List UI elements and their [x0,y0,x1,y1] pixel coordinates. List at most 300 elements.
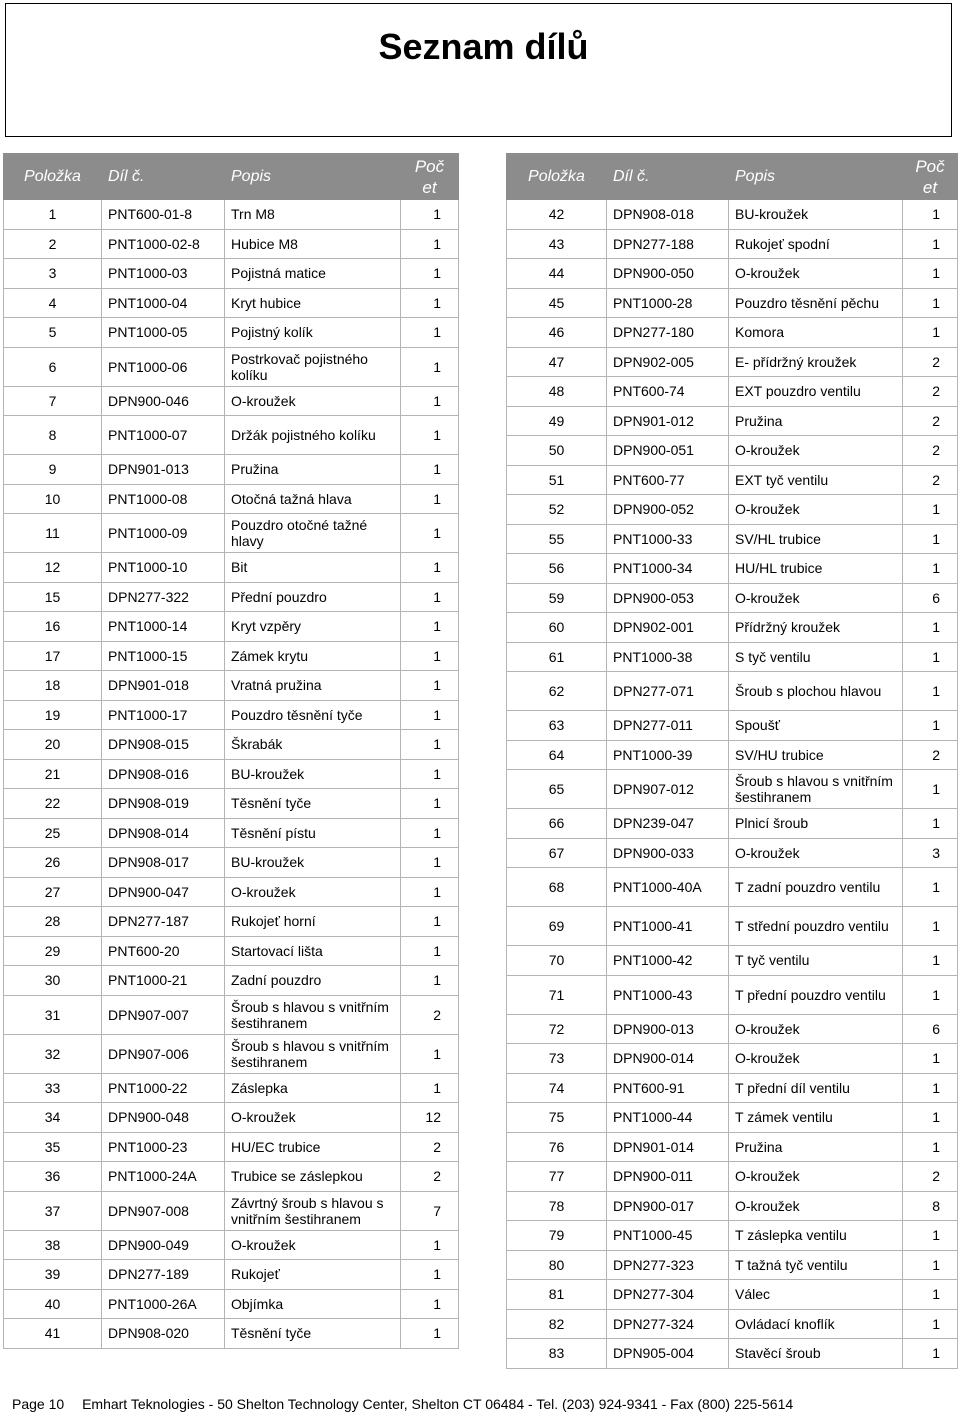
quantity-cell: 1 [401,700,459,730]
description-cell: Držák pojistného kolíku [225,416,401,455]
quantity-cell: 1 [401,514,459,553]
item-cell: 34 [4,1103,102,1133]
quantity-cell: 2 [903,1162,958,1192]
item-cell: 29 [4,936,102,966]
description-cell: O-kroužek [729,583,903,613]
table-row [4,877,459,907]
table-row [507,1309,958,1339]
part-number-cell: PNT1000-04 [102,288,225,318]
description-cell: Těsnění tyče [225,1319,401,1349]
quantity-cell: 1 [903,809,958,839]
description-cell: T zámek ventilu [729,1103,903,1133]
quantity-cell: 1 [903,672,958,711]
quantity-cell: 1 [401,347,459,386]
description-cell: Šroub s hlavou s vnitřním šestihranem [225,1034,401,1073]
part-number-cell: PNT1000-42 [607,946,729,976]
table-row [4,1289,459,1319]
item-cell: 65 [507,770,607,809]
table-row [4,700,459,730]
item-cell: 69 [507,907,607,946]
description-cell: O-kroužek [729,1014,903,1044]
table-row [4,200,459,230]
description-cell: SV/HL trubice [729,524,903,554]
item-cell: 36 [4,1162,102,1192]
table-row [4,818,459,848]
parts-table-left [3,153,459,1349]
item-cell: 4 [4,288,102,318]
quantity-cell: 1 [401,229,459,259]
item-cell: 31 [4,995,102,1034]
description-cell: Vratná pružina [225,671,401,701]
part-number-cell: DPN900-052 [607,495,729,525]
item-cell: 21 [4,759,102,789]
table-row [4,730,459,760]
part-number-cell: DPN901-012 [607,406,729,436]
description-cell: E- přídržný kroužek [729,347,903,377]
quantity-cell: 1 [903,975,958,1014]
description-cell: O-kroužek [729,1044,903,1074]
quantity-cell: 1 [903,907,958,946]
description-cell: Záslepka [225,1073,401,1103]
description-cell: Šroub s hlavou s vnitřním šestihranem [225,995,401,1034]
quantity-cell: 1 [903,495,958,525]
description-cell: EXT pouzdro ventilu [729,377,903,407]
table-row [4,612,459,642]
item-cell: 16 [4,612,102,642]
part-number-cell: PNT1000-22 [102,1073,225,1103]
item-cell: 75 [507,1103,607,1133]
header-qty: Poč et [401,154,459,200]
quantity-cell: 1 [401,730,459,760]
table-row [4,553,459,583]
table-row [507,907,958,946]
description-cell: Bit [225,553,401,583]
item-cell: 62 [507,672,607,711]
quantity-cell: 1 [903,868,958,907]
table-row [507,838,958,868]
quantity-cell: 1 [401,259,459,289]
quantity-cell: 1 [903,1221,958,1251]
table-row [507,583,958,613]
table-row [4,1132,459,1162]
item-cell: 37 [4,1191,102,1230]
description-cell: Rukojeť spodní [729,229,903,259]
item-cell: 5 [4,318,102,348]
item-cell: 59 [507,583,607,613]
description-cell: Přední pouzdro [225,582,401,612]
table-row [507,347,958,377]
item-cell: 61 [507,642,607,672]
description-cell: Stavěcí šroub [729,1339,903,1369]
item-cell: 51 [507,465,607,495]
description-cell: T tažná tyč ventilu [729,1250,903,1280]
table-row [4,484,459,514]
part-number-cell: DPN908-020 [102,1319,225,1349]
quantity-cell: 2 [903,347,958,377]
table-row [507,1014,958,1044]
part-number-cell: DPN908-016 [102,759,225,789]
table-row [507,1103,958,1133]
part-number-cell: PNT1000-03 [102,259,225,289]
description-cell: HU/EC trubice [225,1132,401,1162]
part-number-cell: DPN907-012 [607,770,729,809]
table-row [4,1191,459,1230]
description-cell: Pružina [729,406,903,436]
quantity-cell: 1 [401,386,459,416]
description-cell: T tyč ventilu [729,946,903,976]
page-footer [12,1396,793,1412]
item-cell: 25 [4,818,102,848]
quantity-cell: 1 [903,1073,958,1103]
table-row [507,740,958,770]
quantity-cell: 1 [401,612,459,642]
part-number-cell: PNT600-91 [607,1073,729,1103]
table-row [507,288,958,318]
table-row [4,995,459,1034]
item-cell: 56 [507,554,607,584]
item-cell: 40 [4,1289,102,1319]
table-row [4,907,459,937]
quantity-cell: 1 [903,946,958,976]
part-number-cell: DPN900-011 [607,1162,729,1192]
item-cell: 49 [507,406,607,436]
table-row [4,288,459,318]
table-row [507,642,958,672]
table-row [507,613,958,643]
item-cell: 83 [507,1339,607,1369]
part-number-cell: PNT1000-23 [102,1132,225,1162]
part-number-cell: PNT1000-34 [607,554,729,584]
part-number-cell: PNT1000-33 [607,524,729,554]
quantity-cell: 2 [401,1162,459,1192]
quantity-cell: 1 [401,877,459,907]
item-cell: 71 [507,975,607,1014]
part-number-cell: PNT1000-07 [102,416,225,455]
table-row [4,318,459,348]
item-cell: 30 [4,966,102,996]
item-cell: 22 [4,789,102,819]
part-number-cell: PNT1000-28 [607,288,729,318]
description-cell: Pojistný kolík [225,318,401,348]
quantity-cell: 2 [903,436,958,466]
part-number-cell: PNT1000-39 [607,740,729,770]
page-number: Page 10 [12,1396,65,1412]
quantity-cell: 1 [401,789,459,819]
item-cell: 45 [507,288,607,318]
part-number-cell: DPN277-322 [102,582,225,612]
quantity-cell: 1 [903,259,958,289]
table-row [507,672,958,711]
part-number-cell: DPN900-046 [102,386,225,416]
description-cell: Postrkovač pojistného kolíku [225,347,401,386]
quantity-cell: 1 [401,759,459,789]
part-number-cell: DPN277-189 [102,1260,225,1290]
item-cell: 79 [507,1221,607,1251]
quantity-cell: 1 [903,613,958,643]
description-cell: Pružina [729,1132,903,1162]
header-item: Položka [507,154,607,200]
description-cell: T zadní pouzdro ventilu [729,868,903,907]
item-cell: 41 [4,1319,102,1349]
description-cell: O-kroužek [729,1191,903,1221]
quantity-cell: 1 [903,200,958,230]
item-cell: 52 [507,495,607,525]
part-number-cell: PNT1000-15 [102,641,225,671]
quantity-cell: 1 [401,200,459,230]
item-cell: 3 [4,259,102,289]
part-number-cell: DPN900-013 [607,1014,729,1044]
table-row [507,1221,958,1251]
part-number-cell: DPN900-047 [102,877,225,907]
item-cell: 48 [507,377,607,407]
table-row [507,524,958,554]
part-number-cell: PNT1000-43 [607,975,729,1014]
item-cell: 20 [4,730,102,760]
description-cell: Těsnění pístu [225,818,401,848]
quantity-cell: 2 [903,377,958,407]
description-cell: Objímka [225,1289,401,1319]
description-cell: Rukojeť [225,1260,401,1290]
item-cell: 12 [4,553,102,583]
quantity-cell: 1 [401,416,459,455]
item-cell: 67 [507,838,607,868]
part-number-cell: PNT1000-26A [102,1289,225,1319]
part-number-cell: PNT600-77 [607,465,729,495]
description-cell: O-kroužek [225,1230,401,1260]
item-cell: 81 [507,1280,607,1310]
item-cell: 55 [507,524,607,554]
quantity-cell: 1 [401,1073,459,1103]
part-number-cell: DPN277-011 [607,711,729,741]
description-cell: Spoušť [729,711,903,741]
item-cell: 44 [507,259,607,289]
description-cell: Kryt vzpěry [225,612,401,642]
table-row [507,1250,958,1280]
part-number-cell: DPN907-008 [102,1191,225,1230]
item-cell: 17 [4,641,102,671]
table-row [4,582,459,612]
item-cell: 64 [507,740,607,770]
table-row [507,1339,958,1369]
part-number-cell: PNT1000-08 [102,484,225,514]
quantity-cell: 1 [401,288,459,318]
quantity-cell: 1 [401,484,459,514]
part-number-cell: PNT1000-02-8 [102,229,225,259]
table-row [4,1162,459,1192]
item-cell: 77 [507,1162,607,1192]
item-cell: 28 [4,907,102,937]
description-cell: Škrabák [225,730,401,760]
part-number-cell: DPN900-033 [607,838,729,868]
part-number-cell: DPN900-014 [607,1044,729,1074]
quantity-cell: 3 [903,838,958,868]
table-row [507,229,958,259]
description-cell: Rukojeť horní [225,907,401,937]
quantity-cell: 1 [903,1309,958,1339]
part-number-cell: DPN902-001 [607,613,729,643]
quantity-cell: 1 [903,554,958,584]
quantity-cell: 1 [401,936,459,966]
quantity-cell: 6 [903,1014,958,1044]
quantity-cell: 1 [401,966,459,996]
item-cell: 9 [4,455,102,485]
quantity-cell: 1 [903,642,958,672]
description-cell: Závrtný šroub s hlavou s vnitřním šestihranem [225,1191,401,1230]
table-row [507,259,958,289]
quantity-cell: 2 [903,406,958,436]
description-cell: O-kroužek [225,877,401,907]
item-cell: 80 [507,1250,607,1280]
item-cell: 1 [4,200,102,230]
table-row [507,1162,958,1192]
table-row [507,1280,958,1310]
header-part: Díl č. [607,154,729,200]
quantity-cell: 1 [401,455,459,485]
table-row [507,436,958,466]
description-cell: Těsnění tyče [225,789,401,819]
quantity-cell: 1 [401,318,459,348]
description-cell: Trn M8 [225,200,401,230]
table-row [4,416,459,455]
part-number-cell: PNT1000-41 [607,907,729,946]
table-row [507,406,958,436]
header-desc: Popis [729,154,903,200]
quantity-cell: 1 [903,1103,958,1133]
item-cell: 74 [507,1073,607,1103]
table-row [4,386,459,416]
description-cell: Šroub s plochou hlavou [729,672,903,711]
quantity-cell: 1 [401,582,459,612]
quantity-cell: 1 [903,318,958,348]
quantity-cell: 1 [401,1289,459,1319]
part-number-cell: DPN908-019 [102,789,225,819]
table-row [507,495,958,525]
table-row [507,318,958,348]
header-item: Položka [4,154,102,200]
description-cell: Startovací lišta [225,936,401,966]
part-number-cell: DPN277-180 [607,318,729,348]
table-row [4,671,459,701]
quantity-cell: 1 [401,818,459,848]
item-cell: 60 [507,613,607,643]
description-cell: Kryt hubice [225,288,401,318]
item-cell: 11 [4,514,102,553]
part-number-cell: DPN901-013 [102,455,225,485]
table-row [507,946,958,976]
table-row [507,809,958,839]
description-cell: Válec [729,1280,903,1310]
description-cell: Otočná tažná hlava [225,484,401,514]
table-row [4,1230,459,1260]
item-cell: 35 [4,1132,102,1162]
part-number-cell: DPN907-006 [102,1034,225,1073]
part-number-cell: DPN277-323 [607,1250,729,1280]
part-number-cell: DPN239-047 [607,809,729,839]
quantity-cell: 1 [401,1319,459,1349]
quantity-cell: 1 [401,671,459,701]
part-number-cell: DPN900-051 [607,436,729,466]
header-desc: Popis [225,154,401,200]
part-number-cell: DPN901-014 [607,1132,729,1162]
item-cell: 8 [4,416,102,455]
part-number-cell: PNT1000-10 [102,553,225,583]
quantity-cell: 1 [401,553,459,583]
table-row [507,1073,958,1103]
page-title: Seznam dílů [378,26,589,67]
description-cell: HU/HL trubice [729,554,903,584]
quantity-cell: 1 [903,524,958,554]
quantity-cell: 12 [401,1103,459,1133]
description-cell: Šroub s hlavou s vnitřním šestihranem [729,770,903,809]
part-number-cell: DPN900-049 [102,1230,225,1260]
description-cell: Hubice M8 [225,229,401,259]
part-number-cell: DPN277-188 [607,229,729,259]
item-cell: 7 [4,386,102,416]
table-row [507,975,958,1014]
table-row [4,1073,459,1103]
quantity-cell: 1 [903,1132,958,1162]
item-cell: 2 [4,229,102,259]
description-cell: EXT tyč ventilu [729,465,903,495]
part-number-cell: DPN900-048 [102,1103,225,1133]
header-part: Díl č. [102,154,225,200]
quantity-cell: 1 [903,711,958,741]
description-cell: Pouzdro těsnění tyče [225,700,401,730]
header-qty: Poč et [903,154,958,200]
item-cell: 6 [4,347,102,386]
description-cell: T záslepka ventilu [729,1221,903,1251]
description-cell: Zadní pouzdro [225,966,401,996]
part-number-cell: DPN905-004 [607,1339,729,1369]
description-cell: Přídržný kroužek [729,613,903,643]
part-number-cell: PNT1000-17 [102,700,225,730]
table-row [4,1103,459,1133]
quantity-cell: 1 [903,770,958,809]
part-number-cell: DPN277-304 [607,1280,729,1310]
table-row [507,770,958,809]
description-cell: Pouzdro těsnění pěchu [729,288,903,318]
description-cell: T přední díl ventilu [729,1073,903,1103]
item-cell: 73 [507,1044,607,1074]
table-header-row [507,154,958,200]
part-number-cell: DPN908-017 [102,848,225,878]
part-number-cell: DPN900-053 [607,583,729,613]
part-number-cell: DPN901-018 [102,671,225,701]
description-cell: BU-kroužek [225,848,401,878]
description-cell: T přední pouzdro ventilu [729,975,903,1014]
part-number-cell: PNT600-74 [607,377,729,407]
description-cell: Pružina [225,455,401,485]
item-cell: 27 [4,877,102,907]
table-header-row [4,154,459,200]
item-cell: 18 [4,671,102,701]
table-row [4,641,459,671]
table-row [4,259,459,289]
table-row [4,1034,459,1073]
part-number-cell: DPN907-007 [102,995,225,1034]
part-number-cell: PNT1000-14 [102,612,225,642]
item-cell: 47 [507,347,607,377]
quantity-cell: 6 [903,583,958,613]
item-cell: 19 [4,700,102,730]
quantity-cell: 7 [401,1191,459,1230]
part-number-cell: DPN900-050 [607,259,729,289]
quantity-cell: 2 [903,740,958,770]
description-cell: Pojistná matice [225,259,401,289]
quantity-cell: 2 [401,995,459,1034]
item-cell: 46 [507,318,607,348]
quantity-cell: 1 [401,1230,459,1260]
